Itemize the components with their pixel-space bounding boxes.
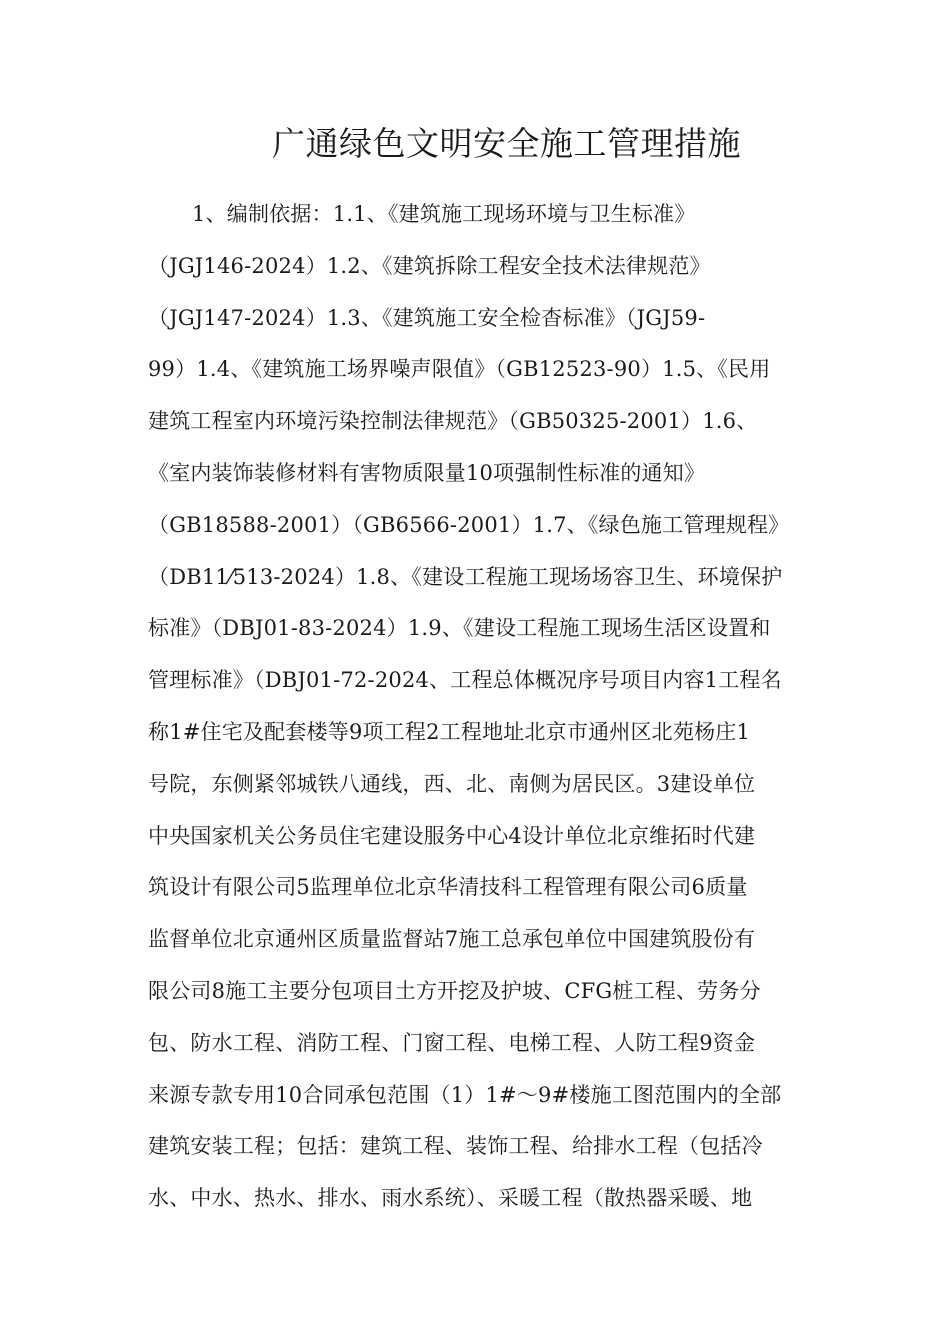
body-line: （GB18588-2001）（GB6566-2001）1.7、《绿色施工管理规程》 (148, 512, 790, 537)
document-title: 广通绿色文明安全施工管理措施 (272, 124, 741, 163)
body-line: 称1#住宅及配套楼等9项工程2工程地址北京市通州区北苑杨庄1 (148, 719, 751, 744)
body-line: 水、中水、热水、排水、雨水系统）、采暖工程（散热器采暖、地 (148, 1186, 753, 1211)
body-line: 1、编制依据：1.1、《建筑施工现场环境与卫生标准》 (192, 202, 696, 226)
body-line: 中央国家机关公务员住宅建设服务中心4设计单位北京维拓时代建 (148, 823, 756, 848)
body-line: 建筑安装工程；包括：建筑工程、装饰工程、给排水工程（包括冷 (148, 1134, 763, 1159)
body-line: 来源专款专用10合同承包范围（1）1#～9#楼施工图范围内的全部 (148, 1082, 782, 1107)
body-line: 限公司8施工主要分包项目土方开挖及护坡、CFG桩工程、劳务分 (148, 978, 761, 1003)
body-line: 号院，东侧紧邻城铁八通线，西、北、南侧为居民区。3建设单位 (148, 771, 756, 796)
body-line: （JGJ146-2024）1.2、《建筑拆除工程安全技术法律规范》 (148, 253, 711, 278)
document-body (148, 196, 828, 1232)
body-line: 建筑工程室内环境污染控制法律规范》（GB50325-2001）1.6、 (148, 409, 758, 434)
body-line: 标准》（DBJ01-83-2024）1.9、《建设工程施工现场生活区设置和 (148, 616, 771, 641)
body-line: 包、防水工程、消防工程、门窗工程、电梯工程、人防工程9资金 (148, 1030, 756, 1055)
body-line: 《室内装饰装修材料有害物质限量10项强制性标准的通知》 (148, 460, 706, 485)
body-line: 管理标准》（DBJ01-72-2024、工程总体概况序号项目内容1工程名 (148, 668, 782, 693)
body-line: （JGJ147-2024）1.3、《建筑施工安全检杳标准》（JGJ59- (148, 305, 706, 330)
body-line: 筑设计有限公司5监理单位北京华清技科工程管理有限公司6质量 (148, 875, 748, 900)
body-line: （DB11⁄513-2024）1.8、《建设工程施工现场场容卫生、环境保护 (148, 564, 783, 589)
body-line: 监督单位北京通州区质量监督站7施工总承包单位中国建筑股份有 (148, 927, 756, 952)
body-line: 99）1.4、《建筑施工场界噪声限值》（GB12523-90）1.5、《民用 (148, 357, 771, 382)
